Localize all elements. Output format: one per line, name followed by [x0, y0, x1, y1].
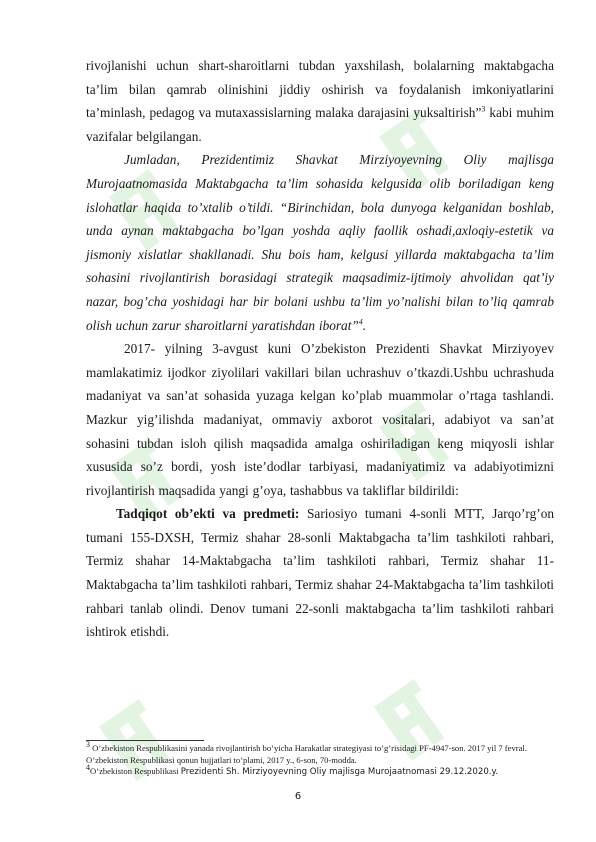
- paragraph-2-tail: .: [362, 317, 367, 333]
- page-number: 6: [294, 791, 302, 802]
- footnote-ref-4[interactable]: 4: [358, 317, 363, 327]
- footnote-4-text: O’zbekiston Respublikasi: [90, 766, 181, 777]
- paragraph-4: [86, 502, 554, 644]
- footnote-mark: 3: [86, 740, 90, 750]
- paragraph-3-text: 2017- yilning 3-avgust kuni O’zbekiston Prezidenti Shavkat Mirziyoyev mamlakatimiz ijodkor ziyolilari vakillari bilan uchrashuv o’tkazdi.Ushbu uchrashuda madaniyat va san’at sohasida yuzaga kelgan ko’plab muammolar o’rtaga tashlandi. Mazkur yig’ilishda madaniyat, ommaviy axborot vositalari, adabiyot va san’at sohasini tubdan isloh qilish maqsadida amalga oshiriladigan keng miqyosli ishlar xususida so’z bordi, yosh iste’dodlar tarbiyasi, madaniyatimiz va adabiyotimizni rivojlantirish maqsadida yangi g’oya, tashabbus va takliflar bildirildi:: [86, 341, 554, 498]
- paragraph-1: [86, 54, 554, 148]
- footnote-3: [86, 740, 554, 766]
- footnote-ref-3[interactable]: 3: [481, 104, 486, 114]
- paragraph-2-quote: [86, 148, 554, 337]
- footnote-4: [86, 763, 554, 779]
- paragraph-3: [86, 337, 554, 502]
- footnote-3-text: O’zbekiston Respublikasini yanada rivojlantirish bo’yicha Harakatlar strategiyasi to’g’risidagi PF-4947-son. 2017 yil 7 fevral. O’zbekiston Respublikasi qonun hujjatlari to’plami, 2017 y., 6-son, 70-modda.: [86, 743, 527, 765]
- research-object-heading: Tadqiqot ob’ekti va predmeti:: [116, 506, 300, 522]
- paragraph-1-tail: kabi muhim vazifalar belgilangan.: [86, 105, 555, 144]
- paragraph-2-text: Jumladan, Prezidentimiz Shavkat Mirziyoyevning Oliy majlisga Murojaatnomasida Maktabgacha ta’lim sohasida kelgusida olib boriladigan keng islohatlar haqida to’xtalib o’tildi. “Birinchidan, bola dunyoga kelganidan boshlab, unda aynan maktabgacha bo’lgan yoshda aqliy faollik oshadi,axloqiy-estetik va jismoniy xislatlar shakllanadi. Shu bois ham, kelgusi yillarda maktabgacha ta’lim sohasini rivojlantirish borasidagi strategik maqsadimiz-ijtimoiy ahvolidan qat’iy nazar, bog’cha yoshidagi har bir bolani ushbu ta’lim yo’nalishi bilan to’liq qamrab olish uchun zarur sharoitlarni yaratishdan iborat”: [86, 152, 554, 333]
- footnotes: [86, 740, 554, 779]
- paragraph-4-text: Sariosiyo tumani 4-sonli MTT, Jarqo’rg’on tumani 155-DXSH, Termiz shahar 28-sonli Maktabgacha ta’lim tashkiloti rahbari, Termiz shahar 14-Maktabgacha ta’lim tashkiloti rahbari, Termiz shahar 11-Maktabgacha ta’lim tashkiloti rahbari, Termiz shahar 24-Maktabgacha ta’lim tashkiloti rahbari tanlab olindi. Denov tumani 22-sonli maktabgacha ta’lim tashkiloti rahbari ishtirok etishdi.: [86, 506, 554, 640]
- page-body: [86, 54, 554, 644]
- paragraph-1-text: rivojlanishi uchun shart-sharoitlarni tubdan yaxshilash, bolalarning maktabgacha ta’lim bilan qamrab olinishini jiddiy oshirish va foydalanish imkoniyatlarini ta’minlash, pedagog va mutaxassislarning malaka darajasini yuksaltirish”: [86, 58, 554, 121]
- footnote-divider: [86, 740, 204, 741]
- footnote-4-tail: Prezidenti Sh. Mirziyoyevning Oliy majlisga Murojaatnomasi 29.12.2020.y.: [180, 767, 499, 778]
- footnote-mark: 4: [86, 763, 90, 773]
